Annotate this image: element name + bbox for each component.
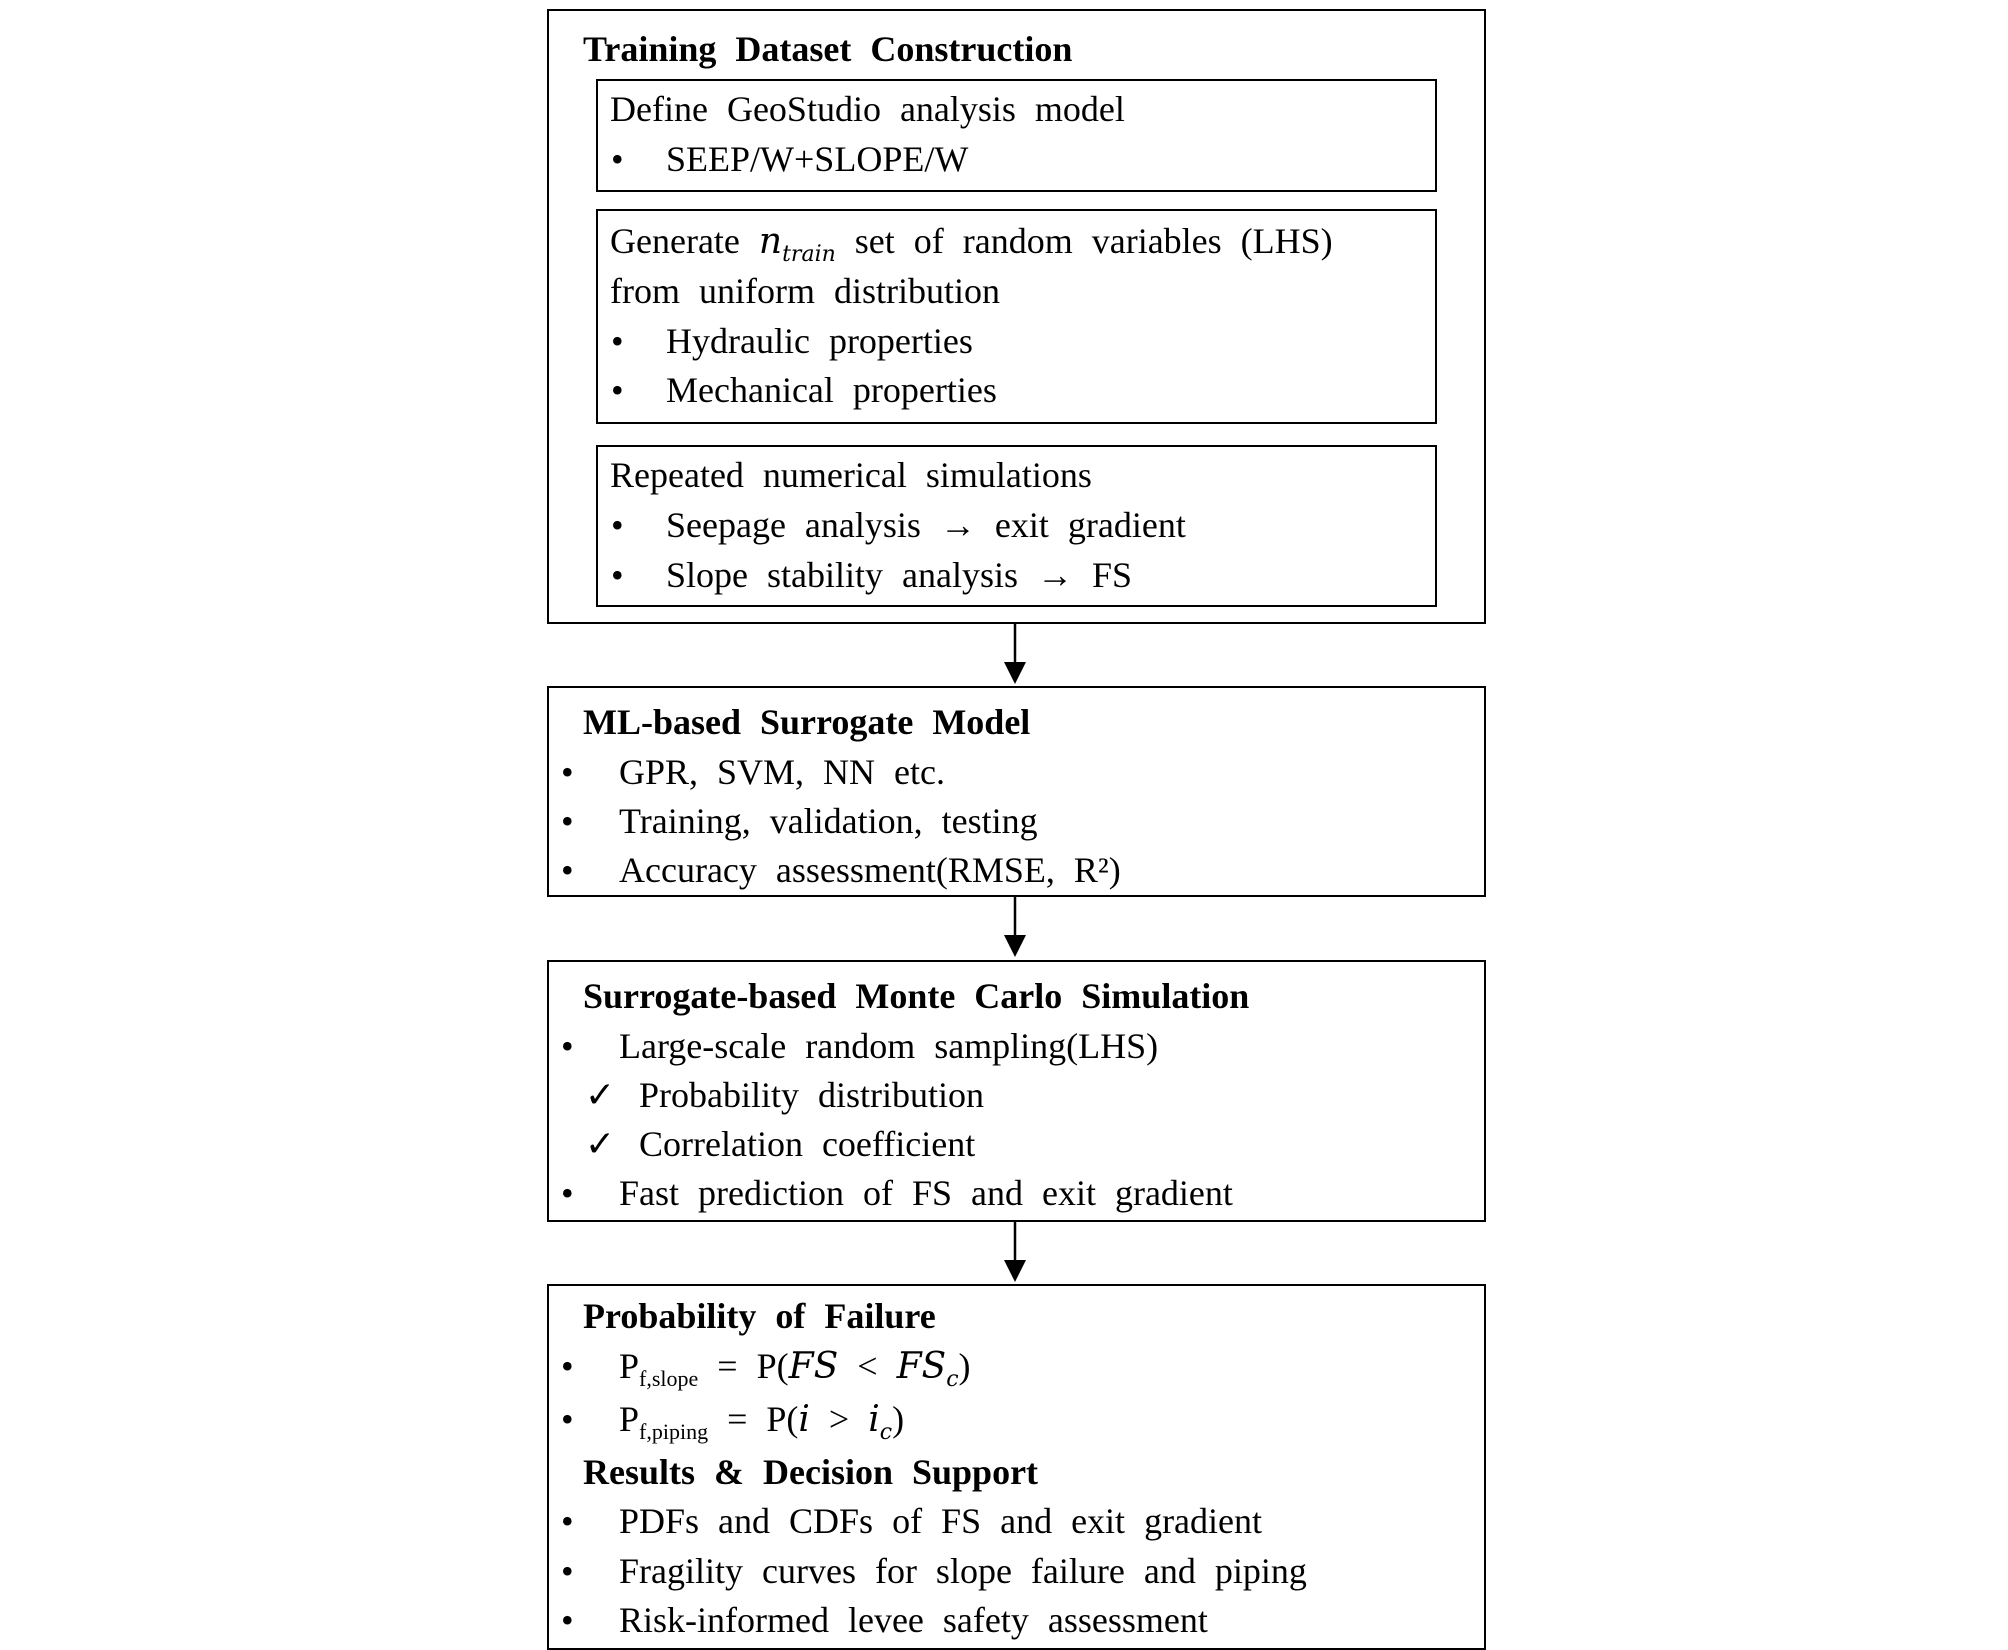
generate-item-mechanical: Mechanical properties	[666, 370, 997, 410]
bullet-icon: •	[611, 321, 624, 361]
bullet-icon: •	[561, 1173, 574, 1213]
surrogate-item-training: Training, validation, testing	[619, 801, 1038, 841]
define-model-box	[596, 79, 1437, 192]
pf-piping-formula: $P_{f,piping} = P(i > i_c)$	[619, 1399, 905, 1445]
surrogate-item-methods: GPR, SVM, NN etc.	[619, 752, 946, 792]
surrogate-model-box	[547, 686, 1486, 897]
monte-carlo-item-sampling: Large-scale random sampling(LHS)	[619, 1026, 1159, 1066]
monte-carlo-title: Surrogate-based Monte Carlo Simulation	[583, 976, 1250, 1016]
generate-line2: from uniform distribution	[610, 271, 1000, 311]
training-dataset-title: Training Dataset Construction	[583, 29, 1073, 69]
bullet-icon: •	[561, 1346, 574, 1386]
arrow-down-icon	[1000, 1222, 1030, 1284]
seepage-item: Seepage analysis → exit gradient	[666, 505, 1186, 545]
bullet-icon: •	[561, 850, 574, 890]
generate-item-hydraulic: Hydraulic properties	[666, 321, 973, 361]
results-item-risk: Risk-informed levee safety assessment	[619, 1600, 1208, 1640]
pf-slope-formula: $P_{f,slope} = P(FS < FS_c)$	[619, 1346, 971, 1392]
bullet-icon: •	[611, 139, 624, 179]
results-item-fragility: Fragility curves for slope failure and piping	[619, 1551, 1307, 1591]
define-model-item: SEEP/W+SLOPE/W	[666, 139, 969, 179]
repeated-simulations-title: Repeated numerical simulations	[610, 455, 1092, 495]
bullet-icon: •	[561, 752, 574, 792]
surrogate-model-title: ML-based Surrogate Model	[583, 702, 1031, 742]
repeated-simulations-box	[596, 445, 1437, 607]
probability-failure-title: Probability of Failure	[583, 1296, 936, 1336]
bullet-icon: •	[611, 555, 624, 595]
arrow-down-icon	[1000, 897, 1030, 959]
results-item-pdfs: PDFs and CDFs of FS and exit gradient	[619, 1501, 1263, 1541]
training-dataset-box	[547, 9, 1486, 624]
bullet-icon: •	[561, 1600, 574, 1640]
stability-item: Slope stability analysis → FS	[666, 555, 1133, 595]
surrogate-item-accuracy: Accuracy assessment(RMSE, R²)	[619, 850, 1121, 890]
arrow-down-icon	[1000, 624, 1030, 686]
bullet-icon: •	[561, 1026, 574, 1066]
monte-carlo-box	[547, 960, 1486, 1222]
check-item-correlation: Correlation coefficient	[639, 1124, 976, 1164]
check-icon: ✓	[585, 1075, 616, 1115]
generate-line1: Generate $n_{train}$ set of random variables (LHS)	[610, 221, 1333, 267]
check-icon: ✓	[585, 1124, 616, 1164]
bullet-icon: •	[561, 1501, 574, 1541]
check-item-distribution: Probability distribution	[639, 1075, 985, 1115]
bullet-icon: •	[561, 801, 574, 841]
bullet-icon: •	[611, 505, 624, 545]
define-model-title: Define GeoStudio analysis model	[610, 89, 1125, 129]
results-decision-title: Results & Decision Support	[583, 1452, 1039, 1492]
bullet-icon: •	[561, 1399, 574, 1439]
generate-variables-box	[596, 209, 1437, 424]
bullet-icon: •	[561, 1551, 574, 1591]
monte-carlo-item-prediction: Fast prediction of FS and exit gradient	[619, 1173, 1233, 1213]
probability-failure-box	[547, 1284, 1486, 1650]
bullet-icon: •	[611, 370, 624, 410]
